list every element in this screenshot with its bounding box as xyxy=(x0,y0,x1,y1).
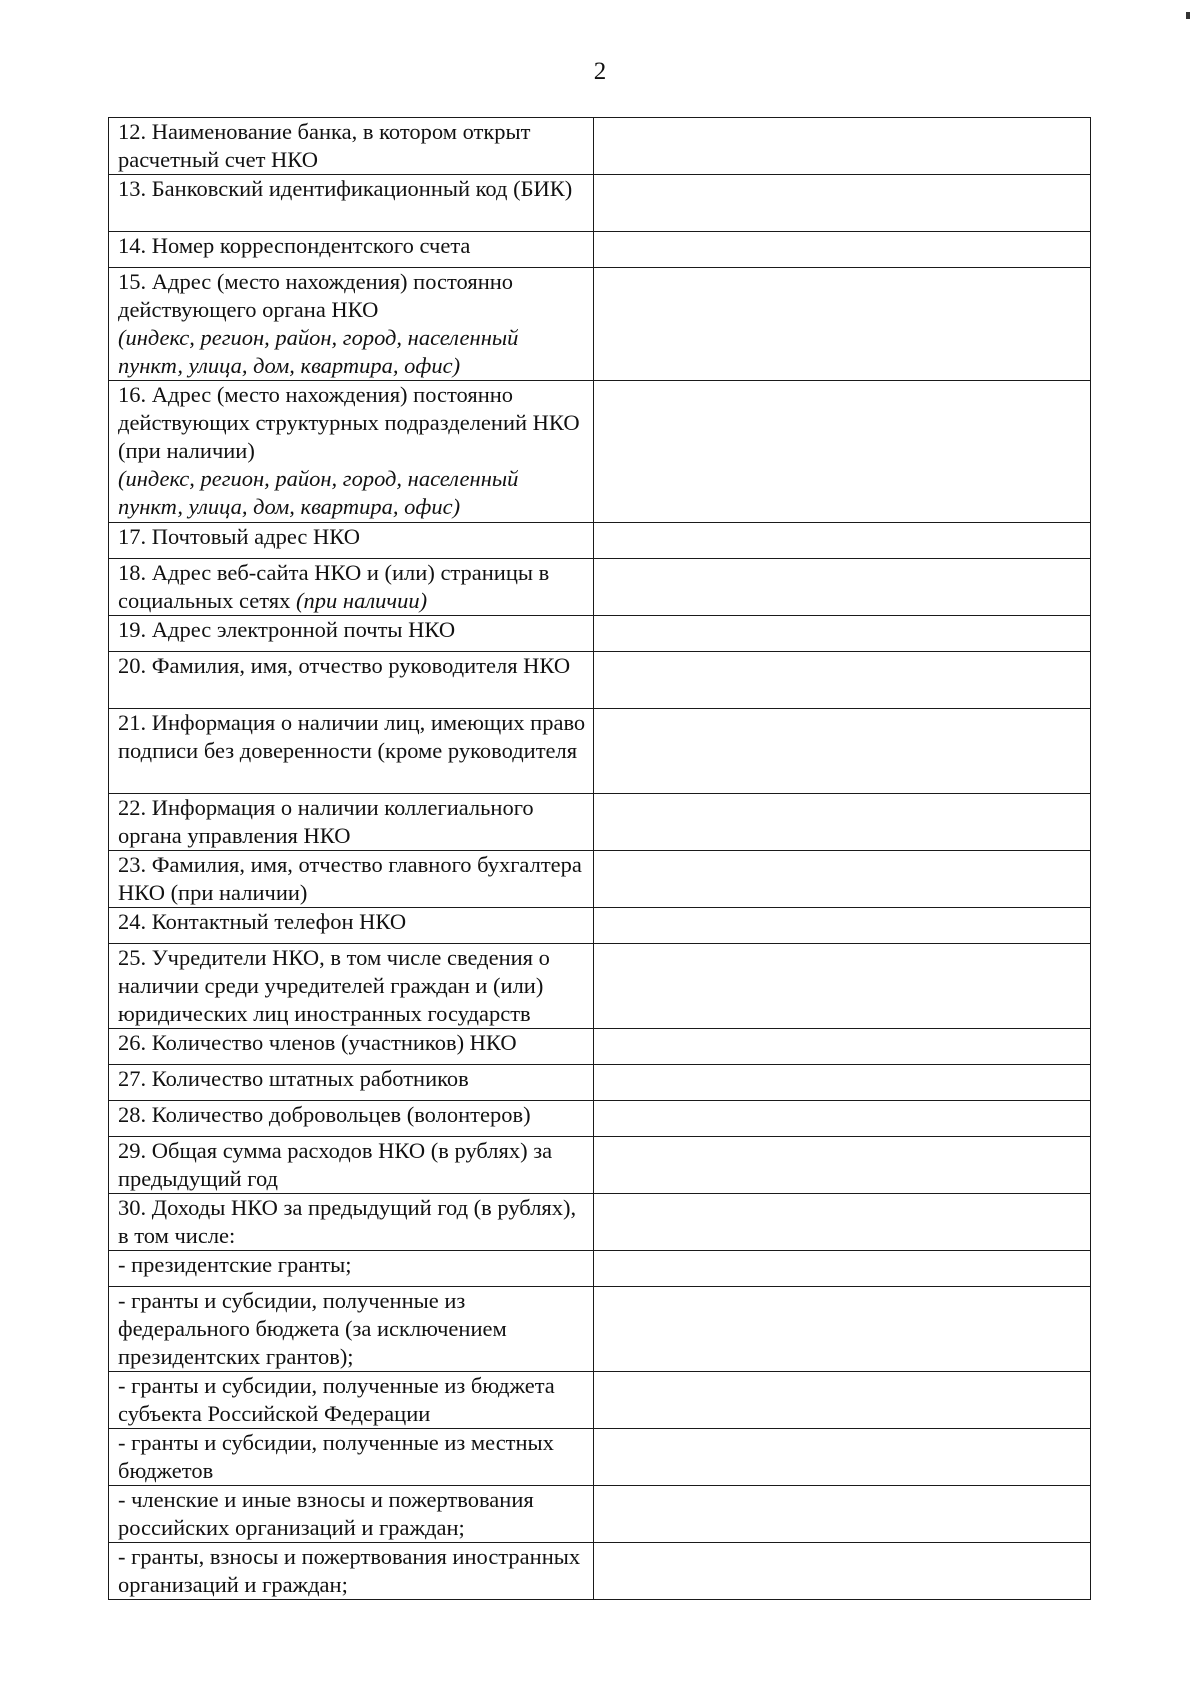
field-label: 13. Банковский идентификационный код (БИК) xyxy=(118,176,573,201)
table-row xyxy=(109,1101,1091,1137)
table-row xyxy=(109,1543,1091,1600)
table-row xyxy=(109,709,1091,794)
field-label: 16. Адрес (место нахождения) постоянно действующих структурных подразделений НКО (при наличии) xyxy=(118,382,580,463)
table-row xyxy=(109,944,1091,1029)
field-value-cell[interactable] xyxy=(594,944,1091,1029)
field-value-cell[interactable] xyxy=(594,232,1091,268)
table-row xyxy=(109,1486,1091,1543)
field-label-cell xyxy=(109,381,594,523)
table-row xyxy=(109,794,1091,851)
table-row xyxy=(109,1137,1091,1194)
field-hint: (при наличии) xyxy=(296,588,428,613)
field-value-cell[interactable] xyxy=(594,1251,1091,1287)
field-label: 28. Количество добровольцев (волонтеров) xyxy=(118,1102,531,1127)
table-row xyxy=(109,1029,1091,1065)
field-label-cell xyxy=(109,1029,594,1065)
field-label-cell xyxy=(109,268,594,381)
field-label: - гранты и субсидии, полученные из местных бюджетов xyxy=(118,1430,554,1483)
table-row xyxy=(109,523,1091,559)
field-label-cell xyxy=(109,118,594,175)
field-label-cell xyxy=(109,652,594,709)
field-label: 29. Общая сумма расходов НКО (в рублях) за предыдущий год xyxy=(118,1138,553,1191)
field-label-cell xyxy=(109,1101,594,1137)
field-label: 15. Адрес (место нахождения) постоянно действующего органа НКО xyxy=(118,269,514,322)
field-value-cell[interactable] xyxy=(594,1029,1091,1065)
scan-speck xyxy=(1186,12,1190,19)
form-table xyxy=(108,117,1091,1600)
table-row xyxy=(109,1065,1091,1101)
field-label-cell xyxy=(109,1372,594,1429)
field-label-cell xyxy=(109,175,594,232)
field-label-cell xyxy=(109,709,594,794)
table-row xyxy=(109,908,1091,944)
field-value-cell[interactable] xyxy=(594,1486,1091,1543)
table-row xyxy=(109,118,1091,175)
field-label-cell xyxy=(109,1486,594,1543)
page-number: 2 xyxy=(593,58,607,85)
table-row xyxy=(109,1194,1091,1251)
field-value-cell[interactable] xyxy=(594,652,1091,709)
table-row xyxy=(109,851,1091,908)
field-value-cell[interactable] xyxy=(594,616,1091,652)
field-label-cell xyxy=(109,794,594,851)
table-row xyxy=(109,175,1091,232)
field-label: 24. Контактный телефон НКО xyxy=(118,909,407,934)
field-label: 12. Наименование банка, в котором открыт расчетный счет НКО xyxy=(118,119,531,172)
field-label-cell xyxy=(109,559,594,616)
form-table-body xyxy=(109,118,1091,1600)
field-label: 18. Адрес веб-сайта НКО и (или) страницы в социальных сетях xyxy=(118,560,550,613)
table-row xyxy=(109,652,1091,709)
field-value-cell[interactable] xyxy=(594,908,1091,944)
field-label: - гранты и субсидии, полученные из бюджета субъекта Российской Федерации xyxy=(118,1373,555,1426)
field-label-cell xyxy=(109,1543,594,1600)
field-label-cell xyxy=(109,1137,594,1194)
field-label-cell xyxy=(109,944,594,1029)
field-value-cell[interactable] xyxy=(594,1372,1091,1429)
table-row xyxy=(109,268,1091,381)
table-row xyxy=(109,1287,1091,1372)
field-label-cell xyxy=(109,232,594,268)
table-row xyxy=(109,1372,1091,1429)
field-value-cell[interactable] xyxy=(594,1101,1091,1137)
field-label: - членские и иные взносы и пожертвования российских организаций и граждан; xyxy=(118,1487,534,1540)
field-value-cell[interactable] xyxy=(594,1194,1091,1251)
field-label: 21. Информация о наличии лиц, имеющих право подписи без доверенности (кроме руководителя xyxy=(118,710,586,763)
field-value-cell[interactable] xyxy=(594,381,1091,523)
field-label: 26. Количество членов (участников) НКО xyxy=(118,1030,517,1055)
table-row xyxy=(109,1429,1091,1486)
field-label-cell xyxy=(109,523,594,559)
table-row xyxy=(109,1251,1091,1287)
field-hint: (индекс, регион, район, город, населенный пункт, улица, дом, квартира, офис) xyxy=(118,466,519,519)
field-label-cell xyxy=(109,1287,594,1372)
field-label: 20. Фамилия, имя, отчество руководителя НКО xyxy=(118,653,571,678)
field-label-cell xyxy=(109,1429,594,1486)
table-row xyxy=(109,232,1091,268)
field-value-cell[interactable] xyxy=(594,1429,1091,1486)
field-label: 27. Количество штатных работников xyxy=(118,1066,469,1091)
field-label-cell xyxy=(109,1065,594,1101)
field-label: 19. Адрес электронной почты НКО xyxy=(118,617,456,642)
field-label: 25. Учредители НКО, в том числе сведения о наличии среди учредителей граждан и (или) юридических лиц иностранных государств xyxy=(118,945,550,1026)
field-value-cell[interactable] xyxy=(594,175,1091,232)
field-label: 14. Номер корреспондентского счета xyxy=(118,233,471,258)
field-label-cell xyxy=(109,908,594,944)
field-label: - президентские гранты; xyxy=(118,1252,352,1277)
field-value-cell[interactable] xyxy=(594,1137,1091,1194)
field-value-cell[interactable] xyxy=(594,523,1091,559)
field-label-cell xyxy=(109,851,594,908)
field-label: - гранты, взносы и пожертвования иностранных организаций и граждан; xyxy=(118,1544,581,1597)
field-hint: (индекс, регион, район, город, населенный пункт, улица, дом, квартира, офис) xyxy=(118,325,519,378)
field-label: 23. Фамилия, имя, отчество главного бухгалтера НКО (при наличии) xyxy=(118,852,582,905)
table-row xyxy=(109,616,1091,652)
field-label-cell xyxy=(109,1194,594,1251)
field-label: 22. Информация о наличии коллегиального органа управления НКО xyxy=(118,795,534,848)
field-label: 30. Доходы НКО за предыдущий год (в рублях), в том числе: xyxy=(118,1195,577,1248)
field-value-cell[interactable] xyxy=(594,559,1091,616)
table-row xyxy=(109,559,1091,616)
field-value-cell[interactable] xyxy=(594,709,1091,794)
field-value-cell[interactable] xyxy=(594,118,1091,175)
field-label-cell xyxy=(109,616,594,652)
field-value-cell[interactable] xyxy=(594,268,1091,381)
field-label-cell xyxy=(109,1251,594,1287)
field-value-cell[interactable] xyxy=(594,851,1091,908)
field-value-cell[interactable] xyxy=(594,1543,1091,1600)
field-value-cell[interactable] xyxy=(594,1065,1091,1101)
table-row xyxy=(109,381,1091,523)
field-label: - гранты и субсидии, полученные из федерального бюджета (за исключением президентских грантов); xyxy=(118,1288,507,1369)
field-value-cell[interactable] xyxy=(594,794,1091,851)
field-label: 17. Почтовый адрес НКО xyxy=(118,524,360,549)
field-value-cell[interactable] xyxy=(594,1287,1091,1372)
